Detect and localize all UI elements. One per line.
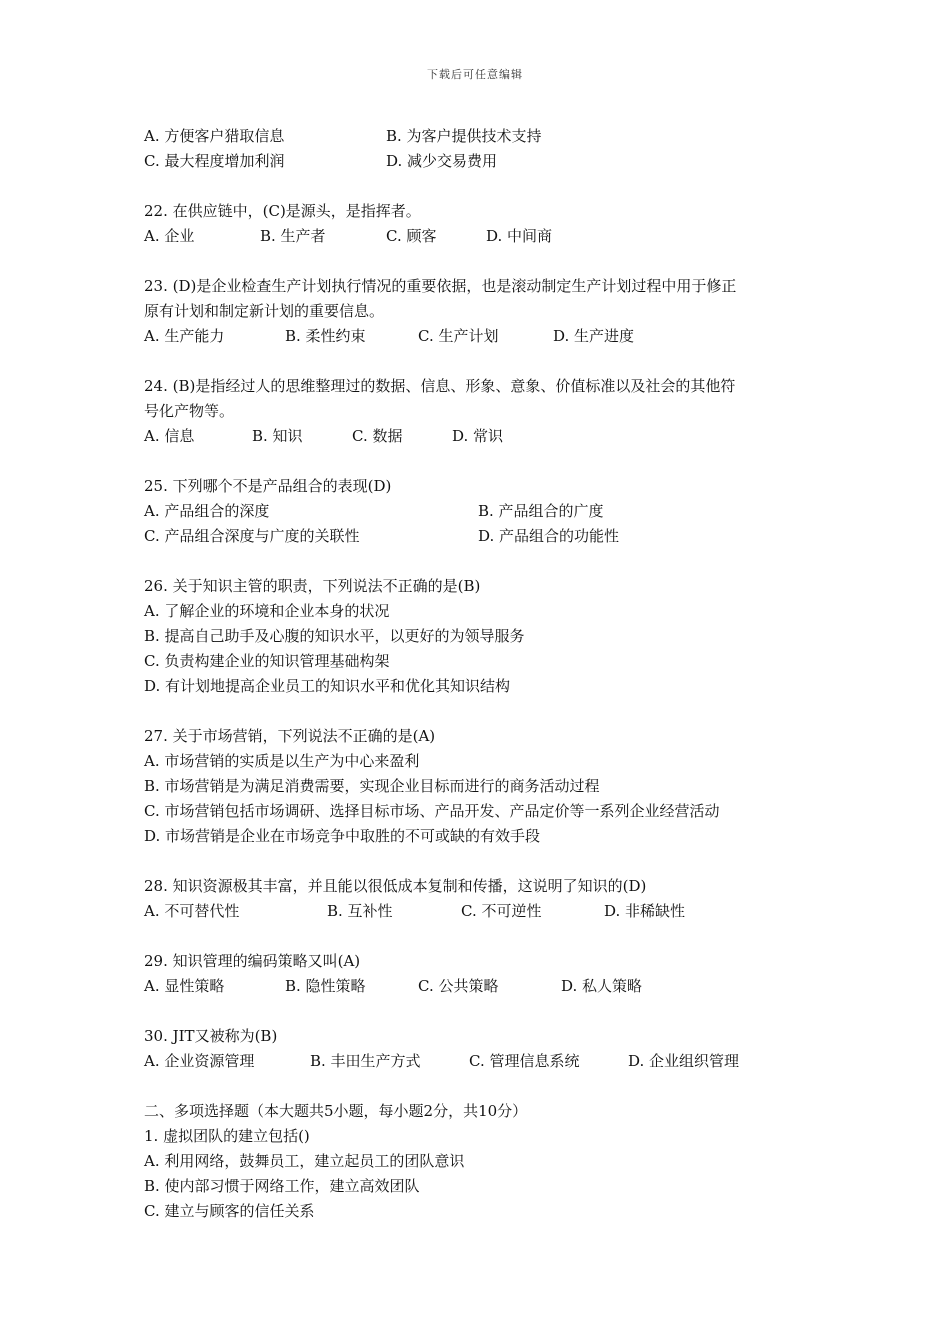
q26-stem: 26. 关于知识主管的职责，下列说法不正确的是(B) (144, 577, 481, 595)
q30-option-a: A. 企业资源管理 (144, 1052, 255, 1070)
q23-option-c: C. 生产计划 (418, 327, 499, 345)
q28-option-b: B. 互补性 (327, 902, 393, 920)
q23-options (144, 324, 824, 349)
q28-option-d: D. 非稀缺性 (604, 902, 686, 920)
q25-option-c: C. 产品组合深度与广度的关联性 (144, 527, 360, 545)
section2-title: 二、多项选择题（本大题共5小题，每小题2分，共10分） (144, 1102, 528, 1120)
q22-option-d: D. 中间商 (486, 227, 553, 245)
q24-option-a: A. 信息 (144, 427, 195, 445)
q21-options-row-1 (144, 124, 824, 149)
q27-option-d: D. 市场营销是企业在市场竞争中取胜的不可或缺的有效手段 (144, 827, 541, 845)
q24-stem-line-1: 24. (B)是指经过人的思维整理过的数据、信息、形象、意象、价值标准以及社会的其他符 (144, 377, 736, 395)
q29-option-a: A. 显性策略 (144, 977, 225, 995)
q28-option-c: C. 不可逆性 (461, 902, 542, 920)
q30-option-c: C. 管理信息系统 (469, 1052, 580, 1070)
page-header: 下载后可任意编辑 (427, 68, 523, 81)
s2-q1-option-b: B. 使内部习惯于网络工作，建立高效团队 (144, 1177, 420, 1195)
s2-q1-option-c: C. 建立与顾客的信任关系 (144, 1202, 315, 1220)
q25-option-a: A. 产品组合的深度 (144, 502, 270, 520)
q30-options (144, 1049, 824, 1074)
q22-option-c: C. 顾客 (386, 227, 437, 245)
q25-option-b: B. 产品组合的广度 (478, 502, 604, 520)
q23-option-b: B. 柔性约束 (285, 327, 366, 345)
q22-options (144, 224, 824, 249)
q27-option-b: B. 市场营销是为满足消费需要，实现企业目标而进行的商务活动过程 (144, 777, 600, 795)
q21-option-a: A. 方便客户猎取信息 (144, 127, 285, 145)
q22-option-a: A. 企业 (144, 227, 195, 245)
q29-options (144, 974, 824, 999)
q30-option-b: B. 丰田生产方式 (310, 1052, 421, 1070)
q24-option-c: C. 数据 (352, 427, 403, 445)
q21-option-d: D. 减少交易费用 (386, 152, 498, 170)
q24-option-d: D. 常识 (452, 427, 504, 445)
document-body (144, 124, 824, 1224)
q29-option-b: B. 隐性策略 (285, 977, 366, 995)
q22-stem: 22. 在供应链中，(C)是源头，是指挥者。 (144, 202, 421, 220)
q21-option-c: C. 最大程度增加利润 (144, 152, 285, 170)
q30-stem: 30. JIT又被称为(B) (144, 1027, 278, 1045)
q21-option-b: B. 为客户提供技术支持 (386, 127, 542, 145)
q27-option-c: C. 市场营销包括市场调研、选择目标市场、产品开发、产品定价等一系列企业经营活动 (144, 802, 720, 820)
q25-options-row-1 (144, 499, 824, 524)
q25-stem: 25. 下列哪个不是产品组合的表现(D) (144, 477, 392, 495)
q25-options-row-2 (144, 524, 824, 549)
q28-options (144, 899, 824, 924)
q24-option-b: B. 知识 (252, 427, 303, 445)
s2-q1-stem: 1. 虚拟团队的建立包括() (144, 1127, 310, 1145)
q25-option-d: D. 产品组合的功能性 (478, 527, 620, 545)
q29-option-c: C. 公共策略 (418, 977, 499, 995)
q27-option-a: A. 市场营销的实质是以生产为中心来盈利 (144, 752, 420, 770)
q24-options (144, 424, 824, 449)
q22-option-b: B. 生产者 (260, 227, 326, 245)
q27-stem: 27. 关于市场营销，下列说法不正确的是(A) (144, 727, 436, 745)
q26-option-b: B. 提高自己助手及心腹的知识水平，以更好的为领导服务 (144, 627, 525, 645)
q29-option-d: D. 私人策略 (561, 977, 643, 995)
q30-option-d: D. 企业组织管理 (628, 1052, 740, 1070)
q29-stem: 29. 知识管理的编码策略又叫(A) (144, 952, 361, 970)
q26-option-c: C. 负责构建企业的知识管理基础构架 (144, 652, 390, 670)
q26-option-a: A. 了解企业的环境和企业本身的状况 (144, 602, 390, 620)
q23-option-a: A. 生产能力 (144, 327, 225, 345)
q23-stem-line-1: 23. (D)是企业检查生产计划执行情况的重要依据，也是滚动制定生产计划过程中用于修正 (144, 277, 737, 295)
q26-option-d: D. 有计划地提高企业员工的知识水平和优化其知识结构 (144, 677, 511, 695)
q28-option-a: A. 不可替代性 (144, 902, 240, 920)
q23-stem-line-2: 原有计划和制定新计划的重要信息。 (144, 302, 385, 320)
s2-q1-option-a: A. 利用网络，鼓舞员工，建立起员工的团队意识 (144, 1152, 465, 1170)
q24-stem-line-2: 号化产物等。 (144, 402, 235, 420)
q28-stem: 28. 知识资源极其丰富，并且能以很低成本复制和传播，这说明了知识的(D) (144, 877, 647, 895)
q23-option-d: D. 生产进度 (553, 327, 635, 345)
q21-options-row-2 (144, 149, 824, 174)
